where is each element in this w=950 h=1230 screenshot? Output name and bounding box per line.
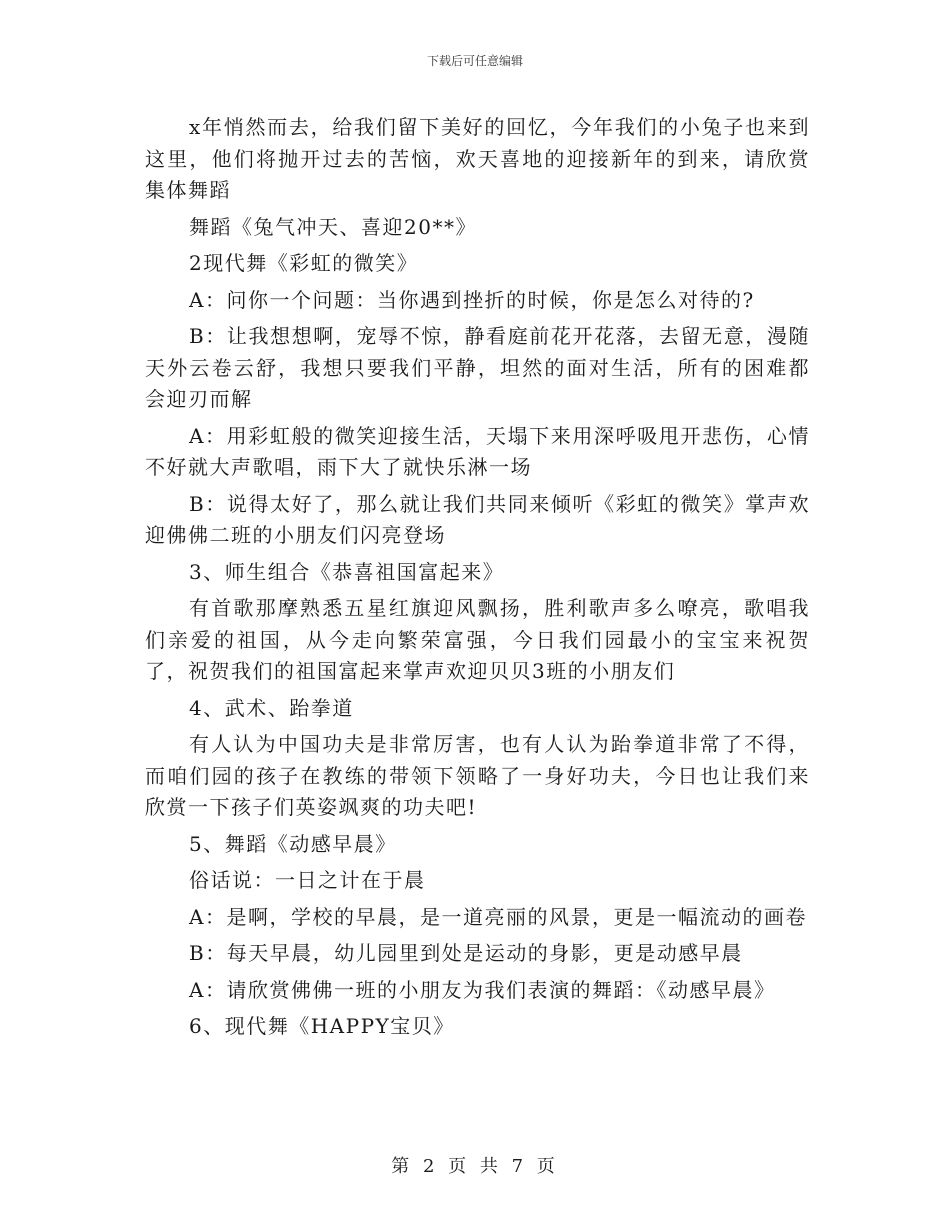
program-title: 2现代舞《彩虹的微笑》 <box>189 251 419 275</box>
dialogue-line: A：是啊，学校的早晨，是一道亮丽的风景，更是一幅流动的画卷 <box>189 904 807 929</box>
page-header: 下载后可任意编辑 <box>426 54 523 68</box>
paragraph: x年悄然而去，给我们留下美好的回忆，今年我们的小兔子也来到这里，他们将抛开过去的苦恼，欢天喜地的迎接新年的到来，请欣赏集体舞蹈 <box>145 115 810 202</box>
paragraph: 俗话说：一日之计在于晨 <box>189 868 426 892</box>
dialogue-line: B：每天早晨，幼儿园里到处是运动的身影，更是动感早晨 <box>189 941 743 965</box>
paragraph: 有首歌那摩熟悉五星红旗迎风飘扬，胜利歌声多么嘹亮，歌唱我们亲爱的祖国，从今走向繁荣富强，今日我们园最小的宝宝来祝贺了，祝贺我们的祖国富起来掌声欢迎贝贝3班的小朋友们 <box>145 596 810 683</box>
program-title: 舞蹈《兔气冲天、喜迎20**》 <box>189 214 477 239</box>
dialogue-line: A：问你一个问题：当你遇到挫折的时候，你是怎么对待的? <box>189 287 755 312</box>
program-title: 4、武术、跆拳道 <box>189 695 354 720</box>
dialogue-line: B：说得太好了，那么就让我们共同来倾听《彩虹的微笑》掌声欢迎佛佛二班的小朋友们闪亮登场 <box>145 491 810 547</box>
dialogue-line: A：用彩虹般的微笑迎接生活，天塌下来用深呼吸甩开悲伤，心情不好就大声歌唱，雨下大了就快乐淋一场 <box>145 423 810 479</box>
program-title: 6、现代舞《HAPPY宝贝》 <box>189 1014 455 1038</box>
program-title: 5、舞蹈《动感早晨》 <box>189 831 397 856</box>
document-body <box>145 112 810 1048</box>
dialogue-line: B：让我想想啊，宠辱不惊，静看庭前花开花落，去留无意，漫随天外云卷云舒，我想只要我们平静，坦然的面对生活，所有的困难都会迎刃而解 <box>145 324 810 411</box>
page-number: 第 2 页 共 7 页 <box>391 1156 559 1177</box>
paragraph: 有人认为中国功夫是非常厉害，也有人认为跆拳道非常了不得，而咱们园的孩子在教练的带领下领略了一身好功夫，今日也让我们来欣赏一下孩子们英姿飒爽的功夫吧! <box>145 732 810 819</box>
dialogue-line: A：请欣赏佛佛一班的小朋友为我们表演的舞蹈：《动感早晨》 <box>189 977 776 1002</box>
program-title: 3、师生组合《恭喜祖国富起来》 <box>189 559 505 584</box>
